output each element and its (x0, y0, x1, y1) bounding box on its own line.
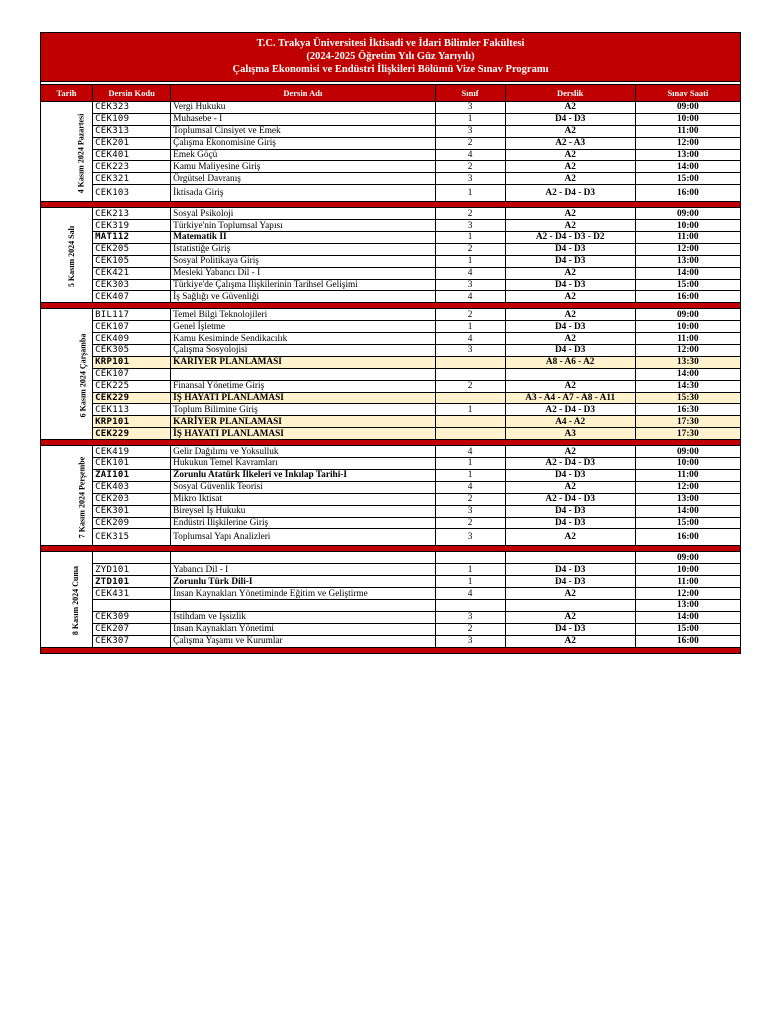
exam-time: 10:00 (635, 564, 740, 576)
exam-time: 15:00 (635, 517, 740, 529)
course-name (171, 368, 435, 380)
table-row (41, 505, 741, 517)
course-code: ZAI101 (93, 469, 171, 481)
course-name: Zorunlu Atatürk İlkeleri ve İnkılap Tarihi-I (171, 469, 435, 481)
exam-time: 13:00 (635, 149, 740, 161)
course-code: CEK209 (93, 517, 171, 529)
table-row (41, 220, 741, 232)
day-cell (41, 208, 93, 303)
day-label: 6 Kasım 2024 Çarşamba (78, 333, 88, 418)
course-code: CEK225 (93, 380, 171, 392)
exam-time: 17:30 (635, 416, 740, 428)
course-code: CEK403 (93, 481, 171, 493)
exam-room: A2 (505, 220, 635, 232)
course-name: Çalışma Yaşamı ve Kurumlar (171, 635, 435, 647)
exam-time: 10:00 (635, 321, 740, 333)
day-cell (41, 309, 93, 440)
table-row (41, 380, 741, 392)
table-row (41, 113, 741, 125)
exam-room: D4 - D3 (505, 564, 635, 576)
day-cell (41, 446, 93, 546)
table-row (41, 243, 741, 255)
class-year: 1 (435, 458, 505, 470)
class-year: 2 (435, 380, 505, 392)
course-name: Emek Göçü (171, 149, 435, 161)
course-name: Kamu Maliyesine Giriş (171, 161, 435, 173)
course-name: Sosyal Politikaya Giriş (171, 255, 435, 267)
course-name: Bireysel İş Hukuku (171, 505, 435, 517)
exam-time: 13:00 (635, 255, 740, 267)
course-code: CEK321 (93, 173, 171, 185)
course-name: Türkiye'nin Toplumsal Yapısı (171, 220, 435, 232)
course-code: CEK205 (93, 243, 171, 255)
exam-time: 11:00 (635, 576, 740, 588)
class-year: 2 (435, 309, 505, 321)
table-row (41, 279, 741, 291)
class-year: 3 (435, 635, 505, 647)
exam-room: A2 (505, 102, 635, 114)
table-row (41, 333, 741, 345)
class-year: 2 (435, 161, 505, 173)
exam-time: 14:00 (635, 267, 740, 279)
course-name: Temel Bilgi Teknolojileri (171, 309, 435, 321)
course-code: CEK109 (93, 113, 171, 125)
table-row (41, 481, 741, 493)
class-year (435, 368, 505, 380)
course-name: Gelir Dağılımı ve Yoksulluk (171, 446, 435, 458)
table-row (41, 416, 741, 428)
exam-time: 14:00 (635, 161, 740, 173)
course-name: İŞ HAYATI PLANLAMASI (171, 392, 435, 404)
class-year: 4 (435, 588, 505, 600)
course-name: Sosyal Güvenlik Teorisi (171, 481, 435, 493)
column-header-date: Tarih (41, 85, 93, 102)
course-name: Mikro İktisat (171, 493, 435, 505)
exam-time: 17:30 (635, 428, 740, 440)
table-row (41, 125, 741, 137)
exam-time: 09:00 (635, 552, 740, 564)
class-year: 1 (435, 469, 505, 481)
day-label: 7 Kasım 2024 Perşembe (77, 456, 87, 539)
course-name: Matematik II (171, 232, 435, 244)
table-row (41, 185, 741, 202)
course-name: Türkiye'de Çalışma İlişkilerinin Tarihsel Gelişimi (171, 279, 435, 291)
exam-room: A2 (505, 291, 635, 303)
exam-room: A2 (505, 309, 635, 321)
table-row (41, 623, 741, 635)
class-year (435, 356, 505, 368)
course-name: Çalışma Sosyolojisi (171, 345, 435, 357)
class-year: 3 (435, 611, 505, 623)
exam-time: 13:30 (635, 356, 740, 368)
course-code (93, 552, 171, 564)
class-year: 1 (435, 232, 505, 244)
class-year: 3 (435, 279, 505, 291)
table-row (41, 635, 741, 647)
course-name: Sosyal Psikoloji (171, 208, 435, 220)
exam-time: 16:00 (635, 291, 740, 303)
exam-room: A2 (505, 125, 635, 137)
exam-room: D4 - D3 (505, 243, 635, 255)
course-name: Toplumsal Cinsiyet ve Emek (171, 125, 435, 137)
course-name: Zorunlu Türk Dili-I (171, 576, 435, 588)
table-row (41, 267, 741, 279)
exam-time: 12:00 (635, 243, 740, 255)
column-header-room: Derslik (505, 85, 635, 102)
exam-room: D4 - D3 (505, 576, 635, 588)
class-year: 2 (435, 137, 505, 149)
class-year: 4 (435, 149, 505, 161)
course-code: CEK315 (93, 529, 171, 546)
exam-time: 11:00 (635, 232, 740, 244)
exam-room: A2 (505, 380, 635, 392)
table-row (41, 208, 741, 220)
exam-time: 15:00 (635, 623, 740, 635)
course-code: CEK401 (93, 149, 171, 161)
exam-time: 10:00 (635, 458, 740, 470)
course-code: ZTD101 (93, 576, 171, 588)
day-cell (41, 102, 93, 202)
course-code: CEK229 (93, 392, 171, 404)
class-year (435, 428, 505, 440)
table-row (41, 321, 741, 333)
table-row (41, 564, 741, 576)
course-code: CEK107 (93, 321, 171, 333)
course-code: CEK313 (93, 125, 171, 137)
table-row (41, 469, 741, 481)
table-row (41, 599, 741, 611)
course-name (171, 552, 435, 564)
table-row (41, 517, 741, 529)
exam-time: 16:00 (635, 635, 740, 647)
course-code: ZYD101 (93, 564, 171, 576)
title-line-1: T.C. Trakya Üniversitesi İktisadi ve İdari Bilimler Fakültesi (256, 38, 525, 49)
exam-time: 15:30 (635, 392, 740, 404)
exam-schedule-table (40, 32, 741, 654)
day-label: 5 Kasım 2024 Salı (67, 226, 77, 288)
table-row (41, 149, 741, 161)
course-name: Endüstri İlişkilerine Giriş (171, 517, 435, 529)
exam-time: 10:00 (635, 220, 740, 232)
table-row (41, 291, 741, 303)
class-year: 4 (435, 291, 505, 303)
exam-time: 12:00 (635, 137, 740, 149)
course-name: İŞ HAYATI PLANLAMASI (171, 428, 435, 440)
class-year: 1 (435, 321, 505, 333)
course-name: İktisada Giriş (171, 185, 435, 202)
column-header-code: Dersin Kodu (93, 85, 171, 102)
exam-room: A2 (505, 611, 635, 623)
exam-room: A2 (505, 333, 635, 345)
exam-time: 12:00 (635, 345, 740, 357)
course-name: Çalışma Ekonomisine Giriş (171, 137, 435, 149)
exam-room: A2 - D4 - D3 (505, 458, 635, 470)
title-line-2: (2024-2025 Öğretim Yılı Güz Yarıyılı) (306, 51, 475, 62)
exam-room: A2 - D4 - D3 (505, 493, 635, 505)
day-label: 4 Kasım 2024 Pazartesi (76, 113, 86, 193)
exam-room: A2 (505, 588, 635, 600)
class-year: 3 (435, 345, 505, 357)
table-row (41, 611, 741, 623)
table-row (41, 356, 741, 368)
course-code: CEK105 (93, 255, 171, 267)
exam-time: 12:00 (635, 588, 740, 600)
course-code: KRP101 (93, 356, 171, 368)
table-row (41, 576, 741, 588)
course-code: CEK431 (93, 588, 171, 600)
class-year: 3 (435, 220, 505, 232)
table-row (41, 137, 741, 149)
day-separator (41, 647, 741, 653)
exam-room: D4 - D3 (505, 321, 635, 333)
exam-room: D4 - D3 (505, 517, 635, 529)
exam-room: A2 (505, 149, 635, 161)
class-year (435, 599, 505, 611)
course-name: İstihdam ve İşsizlik (171, 611, 435, 623)
course-name: KARİYER PLANLAMASI (171, 416, 435, 428)
table-row (41, 458, 741, 470)
exam-room: A4 - A2 (505, 416, 635, 428)
course-code: CEK201 (93, 137, 171, 149)
course-code: CEK113 (93, 404, 171, 416)
class-year: 3 (435, 102, 505, 114)
exam-time: 14:00 (635, 611, 740, 623)
day-separator-bar (41, 647, 741, 653)
course-code: CEK421 (93, 267, 171, 279)
course-code: CEK305 (93, 345, 171, 357)
exam-time: 11:00 (635, 125, 740, 137)
course-code (93, 599, 171, 611)
schedule-body (41, 102, 741, 654)
exam-time: 09:00 (635, 208, 740, 220)
exam-room: A2 (505, 635, 635, 647)
class-year: 1 (435, 113, 505, 125)
column-header-row (41, 85, 741, 102)
class-year: 4 (435, 267, 505, 279)
exam-room: A3 - A4 - A7 - A8 - A11 (505, 392, 635, 404)
exam-time: 09:00 (635, 102, 740, 114)
course-name: Kamu Kesiminde Sendikacılık (171, 333, 435, 345)
class-year (435, 416, 505, 428)
exam-time: 13:00 (635, 493, 740, 505)
schedule-title (41, 33, 741, 82)
title-line-3: Çalışma Ekonomisi ve Endüstri İlişkileri Bölümü Vize Sınav Programı (232, 64, 549, 75)
exam-time: 11:00 (635, 333, 740, 345)
table-row (41, 173, 741, 185)
class-year: 1 (435, 564, 505, 576)
exam-room: A2 (505, 446, 635, 458)
exam-room: A3 (505, 428, 635, 440)
exam-room: D4 - D3 (505, 279, 635, 291)
exam-room: D4 - D3 (505, 505, 635, 517)
exam-time: 15:00 (635, 173, 740, 185)
exam-room: A8 - A6 - A2 (505, 356, 635, 368)
class-year: 2 (435, 243, 505, 255)
table-row (41, 345, 741, 357)
column-header-class: Sınıf (435, 85, 505, 102)
course-code: CEK419 (93, 446, 171, 458)
class-year: 4 (435, 333, 505, 345)
course-code: CEK301 (93, 505, 171, 517)
day-cell (41, 552, 93, 647)
class-year: 3 (435, 529, 505, 546)
exam-room (505, 599, 635, 611)
column-header-course: Dersin Adı (171, 85, 435, 102)
exam-time: 09:00 (635, 446, 740, 458)
table-row (41, 309, 741, 321)
exam-room (505, 368, 635, 380)
exam-time: 12:00 (635, 481, 740, 493)
table-row (41, 255, 741, 267)
exam-room: D4 - D3 (505, 345, 635, 357)
exam-time: 09:00 (635, 309, 740, 321)
exam-room: A2 (505, 529, 635, 546)
table-row (41, 232, 741, 244)
course-name: İş Sağlığı ve Güvenliği (171, 291, 435, 303)
exam-room: A2 (505, 481, 635, 493)
exam-room: A2 - D4 - D3 - D2 (505, 232, 635, 244)
class-year (435, 392, 505, 404)
exam-room: A2 (505, 173, 635, 185)
class-year: 1 (435, 404, 505, 416)
course-code: CEK307 (93, 635, 171, 647)
class-year: 4 (435, 446, 505, 458)
course-code: BIL117 (93, 309, 171, 321)
table-row (41, 588, 741, 600)
exam-time: 11:00 (635, 469, 740, 481)
course-name: Örgütsel Davranış (171, 173, 435, 185)
course-code: CEK323 (93, 102, 171, 114)
exam-room: A2 - D4 - D3 (505, 404, 635, 416)
course-name: Finansal Yönetime Giriş (171, 380, 435, 392)
exam-time: 13:00 (635, 599, 740, 611)
course-code: CEK303 (93, 279, 171, 291)
course-code: MAT112 (93, 232, 171, 244)
table-row (41, 392, 741, 404)
course-name: Vergi Hukuku (171, 102, 435, 114)
course-name: Toplumsal Yapı Analizleri (171, 529, 435, 546)
table-row (41, 552, 741, 564)
table-row (41, 404, 741, 416)
exam-room: A2 (505, 208, 635, 220)
course-code: CEK223 (93, 161, 171, 173)
class-year: 2 (435, 517, 505, 529)
course-code: CEK103 (93, 185, 171, 202)
class-year: 3 (435, 125, 505, 137)
class-year: 2 (435, 623, 505, 635)
exam-room: D4 - D3 (505, 255, 635, 267)
exam-time: 14:00 (635, 368, 740, 380)
course-name: Mesleki Yabancı Dil - I (171, 267, 435, 279)
exam-time: 14:00 (635, 505, 740, 517)
course-code: CEK213 (93, 208, 171, 220)
table-row (41, 368, 741, 380)
course-name: KARİYER PLANLAMASI (171, 356, 435, 368)
exam-time: 14:30 (635, 380, 740, 392)
class-year: 2 (435, 493, 505, 505)
exam-room: D4 - D3 (505, 113, 635, 125)
table-row (41, 493, 741, 505)
exam-room: A2 (505, 267, 635, 279)
class-year: 4 (435, 481, 505, 493)
course-name: İnsan Kaynakları Yönetimi (171, 623, 435, 635)
course-name: Toplum Bilimine Giriş (171, 404, 435, 416)
class-year: 1 (435, 255, 505, 267)
table-row (41, 529, 741, 546)
table-row (41, 446, 741, 458)
course-name: İstatistiğe Giriş (171, 243, 435, 255)
course-code: CEK229 (93, 428, 171, 440)
exam-time: 10:00 (635, 113, 740, 125)
exam-room: D4 - D3 (505, 469, 635, 481)
table-row (41, 161, 741, 173)
course-name: İnsan Kaynakları Yönetiminde Eğitim ve Geliştirme (171, 588, 435, 600)
table-row (41, 428, 741, 440)
exam-time: 15:00 (635, 279, 740, 291)
course-code: CEK207 (93, 623, 171, 635)
class-year (435, 552, 505, 564)
course-name: Muhasebe - I (171, 113, 435, 125)
class-year: 2 (435, 208, 505, 220)
course-code: CEK101 (93, 458, 171, 470)
course-code: CEK409 (93, 333, 171, 345)
class-year: 1 (435, 185, 505, 202)
course-code: CEK203 (93, 493, 171, 505)
exam-time: 16:30 (635, 404, 740, 416)
class-year: 3 (435, 505, 505, 517)
day-label: 8 Kasım 2024 Cuma (71, 566, 81, 636)
class-year: 3 (435, 173, 505, 185)
exam-room: A2 - A3 (505, 137, 635, 149)
course-code: CEK407 (93, 291, 171, 303)
course-name (171, 599, 435, 611)
course-code: KRP101 (93, 416, 171, 428)
course-name: Yabancı Dil - I (171, 564, 435, 576)
course-name: Hukukun Temel Kavramları (171, 458, 435, 470)
table-row (41, 102, 741, 114)
course-name: Genel İşletme (171, 321, 435, 333)
course-code: CEK107 (93, 368, 171, 380)
exam-room: A2 (505, 161, 635, 173)
exam-time: 16:00 (635, 529, 740, 546)
exam-room: D4 - D3 (505, 623, 635, 635)
exam-room: A2 - D4 - D3 (505, 185, 635, 202)
column-header-time: Sınav Saati (635, 85, 740, 102)
exam-room (505, 552, 635, 564)
exam-time: 16:00 (635, 185, 740, 202)
class-year: 1 (435, 576, 505, 588)
course-code: CEK319 (93, 220, 171, 232)
course-code: CEK309 (93, 611, 171, 623)
